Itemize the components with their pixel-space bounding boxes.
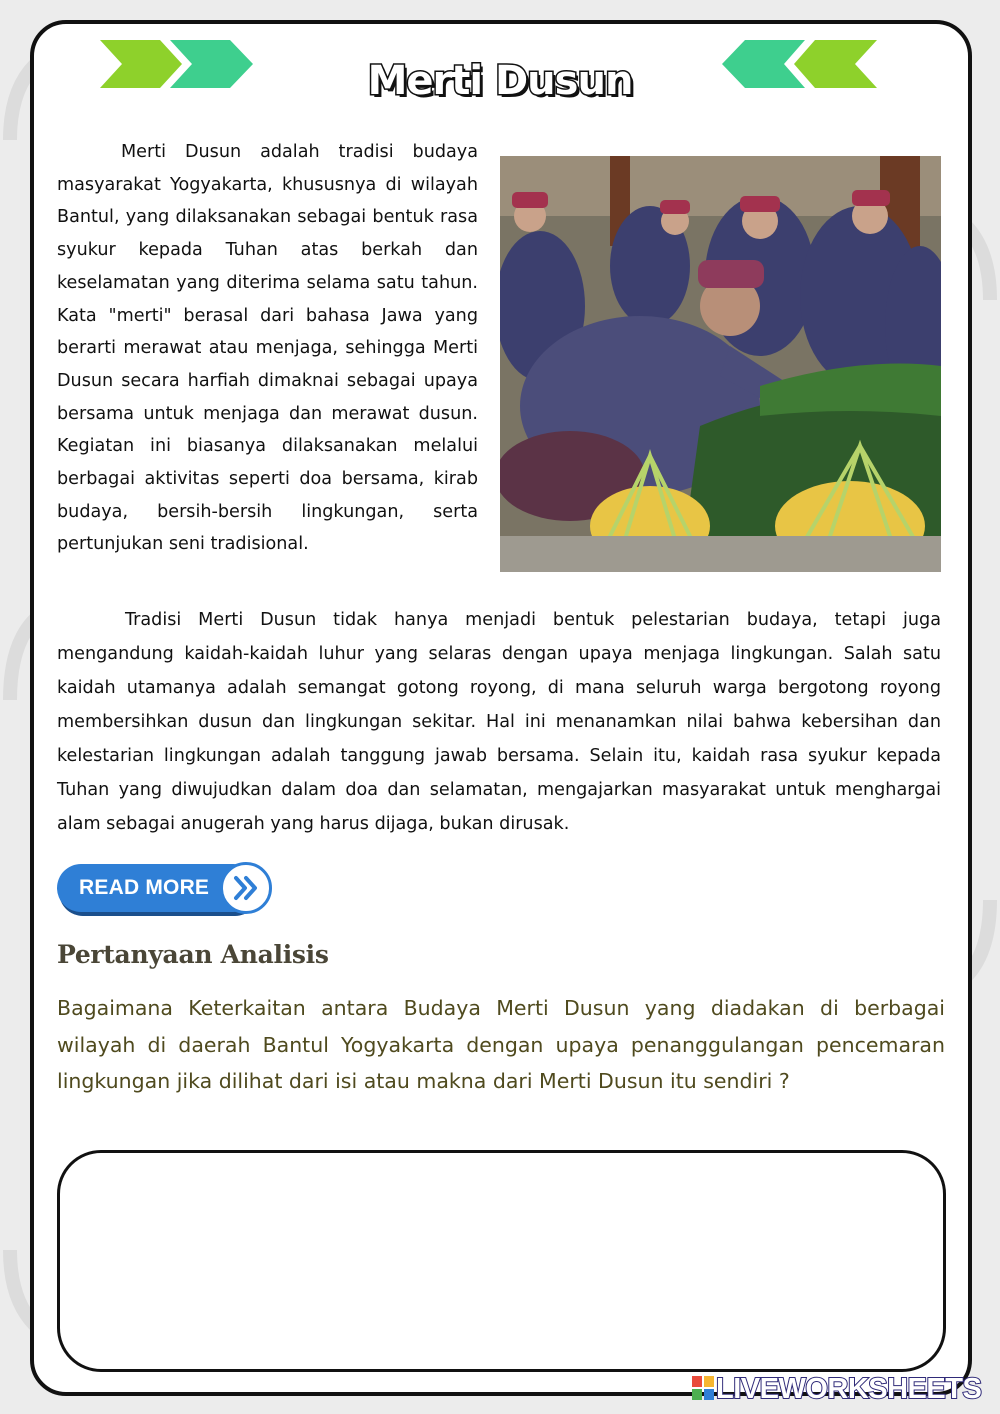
brand-name: LIVEWORKSHEETS	[716, 1373, 982, 1405]
read-more-button[interactable]	[57, 864, 273, 918]
question-text: Bagaimana Keterkaitan antara Budaya Merti Dusun yang diadakan di berbagai wilayah di daerah Bantul Yogyakarta dengan upaya penanggulangan pencemaran lingkungan jika dilihat dari isi atau makna dari Merti Dusun itu sendiri ?	[57, 996, 945, 1093]
logo-squares-icon	[692, 1376, 714, 1400]
question-heading: Pertanyaan Analisis	[57, 940, 329, 969]
read-more-label: READ MORE	[79, 876, 210, 899]
answer-textbox[interactable]	[57, 1150, 946, 1372]
intro-paragraph: Merti Dusun adalah tradisi budaya masyarakat Yogyakarta, khususnya di wilayah Bantul, yang dilaksanakan sebagai bentuk rasa syukur kepada Tuhan atas berkah dan keselamatan yang diterima selama satu tahun. Kata "merti" berasal dari bahasa Jawa yang berarti merawat atau menjaga, sehingga Merti Dusun secara harfiah dimaknai sebagai upaya bersama untuk menjaga dan merawat dusun. Kegiatan ini biasanya dilaksanakan melalui berbagai aktivitas seperti doa bersama, kirab budaya, bersih-bersih lingkungan, serta pertunjukan seni tradisional.	[57, 142, 478, 555]
body-paragraph: Tradisi Merti Dusun tidak hanya menjadi bentuk pelestarian budaya, tetapi juga mengandung kaidah-kaidah luhur yang selaras dengan upaya menjaga lingkungan. Salah satu kaidah utamanya adalah semangat gotong royong, di mana seluruh warga bergotong royong membersihkan dusun dan lingkungan sekitar. Hal ini menanamkan nilai bahwa kebersihan dan kelestarian lingkungan adalah tanggung jawab bersama. Selain itu, kaidah rasa syukur kepada Tuhan yang diwujudkan dalam doa dan selamatan, mengajarkan masyarakat untuk menghargai alam sebagai anugerah yang harus dijaga, bukan dirusak.	[57, 610, 941, 834]
page-title: Merti Dusun	[367, 58, 633, 104]
read-more-circle	[220, 862, 272, 914]
double-chevron-right-icon	[223, 865, 269, 911]
ceremony-photo	[500, 156, 941, 572]
